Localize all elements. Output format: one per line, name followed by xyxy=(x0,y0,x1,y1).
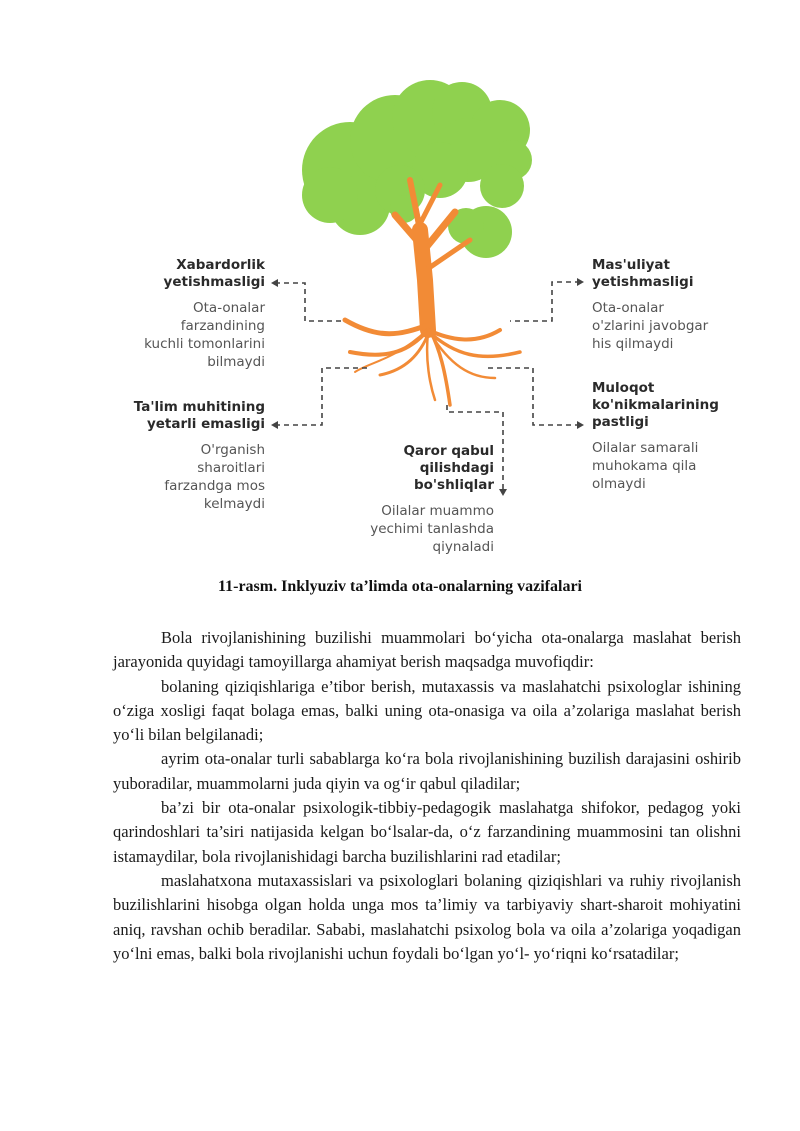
paragraph: bolaning qiziqishlariga e’tibor berish, mutaxassis va maslahatchi psixologlar ishining oʻziga xosligi faqat bolaga emas, balki uning ota-onasiga va oila a’zolariga maslahat berish yoʻli bilan belgilanadi; xyxy=(113,676,741,745)
label-communication-desc: Oilalar samarali muhokama qila olmaydi xyxy=(592,440,699,492)
paragraph: maslahatxona mutaxassislari va psixologlari bolaning qiziqishlari va ruhiy rivojlanish buzilishlarini hisobga olgan holda unga mos ta’limiy va tarbiyaviy shart-sharoit mohiyatini aniq, ravshan ochib beradilar. Sababi, maslahatchi psixolog bola va oila a’zolariga yoqadigan yoʻlni emas, balki bola rivojlanishi uchun foydali boʻlgan yoʻl- yoʻriqni koʻrsatadilar; xyxy=(113,870,741,963)
label-responsibility xyxy=(592,257,708,353)
body-text xyxy=(113,626,741,966)
label-decision-title: Qaror qabul qilishdagi bo'shliqlar xyxy=(403,443,494,493)
label-communication xyxy=(592,380,719,493)
label-environment-title: Ta'lim muhitining yetarli emasligi xyxy=(133,399,265,432)
label-awareness-desc: Ota-onalar farzandining kuchli tomonlarini bilmaydi xyxy=(144,300,265,370)
paragraph: ayrim ota-onalar turli sabablarga koʻra bola rivojlanishining buzilish darajasini oshirib yuboradilar, muammolarni juda qiyin va ogʻir qabul qiladilar; xyxy=(113,749,741,793)
label-environment xyxy=(134,399,265,513)
paragraph: ba’zi bir ota-onalar psixologik-tibbiy-pedagogik maslahatga shifokor, pedagog yoki qarindoshlari ta’siri natijasida kelgan boʻlsalar-da, oʻz farzandining muammosini tan olishni istamaydilar, bola rivojlanishidagi barcha buzilishlarini rad etadilar; xyxy=(113,798,741,866)
label-communication-title: Muloqot ko'nikmalarining pastligi xyxy=(592,380,719,430)
figure-caption: 11-rasm. Inklyuziv ta’limda ota-onalarning vazifalari xyxy=(218,578,582,595)
tree-roots xyxy=(345,320,520,405)
label-awareness xyxy=(144,257,265,371)
label-decision-desc: Oilalar muammo yechimi tanlashda qiynaladi xyxy=(370,503,494,555)
label-environment-desc: O'rganish sharoitlari farzandga mos kelmaydi xyxy=(164,442,265,512)
paragraph: Bola rivojlanishining buzilishi muammolari boʻyicha ota-onalarga maslahat berish jarayonida quyidagi tamoyillarga ahamiyat berish maqsadga muvofiqdir: xyxy=(113,628,741,672)
label-decision xyxy=(370,443,494,556)
label-responsibility-desc: Ota-onalar o'zlarini javobgar his qilmaydi xyxy=(592,300,709,352)
label-responsibility-title: Mas'uliyat yetishmasligi xyxy=(592,257,694,290)
label-awareness-title: Xabardorlik yetishmasligi xyxy=(163,257,265,290)
